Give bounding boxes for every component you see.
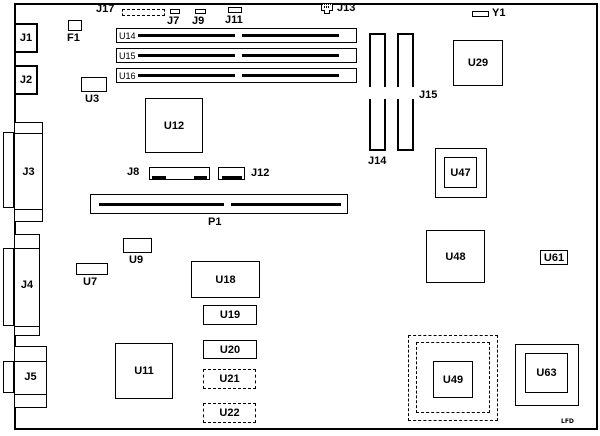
header-j7 bbox=[170, 9, 180, 14]
connector-j4-label: J4 bbox=[20, 279, 34, 291]
chip-u29: U29 bbox=[453, 40, 503, 86]
chip-u49-outline-outer bbox=[408, 335, 498, 421]
connector-j5 bbox=[14, 346, 47, 408]
memory-slot-u15 bbox=[116, 48, 357, 63]
slot-key-gap bbox=[397, 87, 399, 99]
slot-contact-bar bbox=[242, 54, 339, 57]
memory-slot-u14-label: U14 bbox=[119, 31, 136, 41]
chip-u47-socket bbox=[435, 148, 487, 198]
slot-contact-bar bbox=[242, 74, 339, 77]
chip-u9 bbox=[123, 238, 152, 253]
memory-slot-u15-label: U15 bbox=[119, 51, 136, 61]
component-f1 bbox=[68, 20, 82, 31]
header-j8 bbox=[149, 167, 210, 180]
slot-contact-bar bbox=[138, 54, 235, 57]
header-j11 bbox=[228, 7, 242, 13]
memory-slot-u14 bbox=[116, 28, 357, 43]
j13-key-tab bbox=[324, 10, 330, 14]
j4-divider bbox=[15, 248, 39, 249]
header-j7-label: J7 bbox=[167, 15, 180, 27]
connector-j3-outer bbox=[3, 132, 14, 208]
chip-u49: U49 bbox=[433, 361, 473, 398]
memory-slot-u16 bbox=[116, 68, 357, 83]
j5-divider bbox=[15, 361, 46, 362]
j13-pin-dot bbox=[324, 6, 325, 8]
j8-pin-block bbox=[194, 176, 207, 179]
component-f1-label: F1 bbox=[67, 32, 80, 44]
j3-divider bbox=[15, 209, 42, 210]
header-j9-label: J9 bbox=[192, 15, 205, 27]
chip-u12: U12 bbox=[145, 98, 203, 153]
header-j12-label: J12 bbox=[251, 167, 270, 179]
connector-j13-label: J13 bbox=[337, 2, 356, 14]
connector-j3-label: J3 bbox=[22, 166, 35, 178]
slot-j15 bbox=[397, 33, 414, 151]
chip-u7 bbox=[76, 263, 108, 275]
chip-u11: U11 bbox=[115, 343, 173, 399]
j8-pin-block bbox=[152, 176, 166, 179]
header-j12 bbox=[218, 167, 245, 180]
diagram-footnote: LFD bbox=[561, 418, 574, 425]
header-j9 bbox=[195, 9, 206, 14]
chip-u63: U63 bbox=[525, 353, 568, 393]
chip-u20: U20 bbox=[203, 340, 257, 359]
chip-u3-label: U3 bbox=[85, 93, 100, 105]
j5-divider bbox=[15, 394, 46, 395]
header-j17 bbox=[122, 9, 165, 16]
slot-key-gap bbox=[412, 87, 414, 99]
slot-contact-bar bbox=[138, 74, 235, 77]
j13-pin-dot bbox=[328, 6, 329, 8]
j12-pin-block bbox=[222, 176, 242, 179]
slot-contact-bar bbox=[242, 34, 339, 37]
chip-u48: U48 bbox=[426, 230, 485, 283]
connector-j5-outer bbox=[3, 361, 14, 393]
slot-contact-bar bbox=[99, 203, 224, 206]
header-j11-label: J11 bbox=[225, 14, 243, 26]
header-j17-label: J17 bbox=[96, 3, 115, 15]
slot-contact-bar bbox=[138, 34, 235, 37]
chip-u18: U18 bbox=[191, 261, 260, 298]
chip-u63-socket bbox=[515, 344, 579, 406]
j3-divider bbox=[15, 133, 42, 134]
j13-pin-dot bbox=[326, 6, 327, 8]
chip-u7-label: U7 bbox=[83, 276, 98, 288]
slot-j15-label: J15 bbox=[419, 89, 438, 101]
chip-u47: U47 bbox=[444, 157, 477, 188]
connector-j4 bbox=[14, 234, 40, 336]
chip-u9-label: U9 bbox=[129, 254, 144, 266]
connector-j4-outer bbox=[3, 248, 14, 326]
chip-u21-optional: U21 bbox=[203, 369, 256, 389]
slot-p1-label: P1 bbox=[208, 216, 222, 228]
slot-p1 bbox=[90, 194, 348, 214]
slot-contact-bar bbox=[231, 203, 341, 206]
connector-j3 bbox=[14, 122, 43, 222]
slot-j14 bbox=[369, 33, 386, 151]
component-y1 bbox=[472, 11, 489, 17]
chip-u22-optional: U22 bbox=[203, 403, 256, 423]
connector-j1: J1 bbox=[14, 23, 38, 53]
j4-divider bbox=[15, 326, 39, 327]
connector-j13-icon bbox=[321, 4, 333, 11]
chip-u19: U19 bbox=[203, 305, 257, 325]
component-y1-label: Y1 bbox=[492, 7, 506, 19]
slot-key-gap bbox=[369, 87, 371, 99]
memory-slot-u16-label: U16 bbox=[119, 71, 136, 81]
chip-u61: U61 bbox=[540, 250, 568, 265]
header-j8-label: J8 bbox=[127, 166, 140, 178]
connector-j5-label: J5 bbox=[24, 371, 37, 383]
connector-j2: J2 bbox=[14, 65, 38, 95]
slot-key-gap bbox=[384, 87, 386, 99]
chip-u3 bbox=[81, 77, 107, 92]
slot-j14-label: J14 bbox=[368, 155, 387, 167]
